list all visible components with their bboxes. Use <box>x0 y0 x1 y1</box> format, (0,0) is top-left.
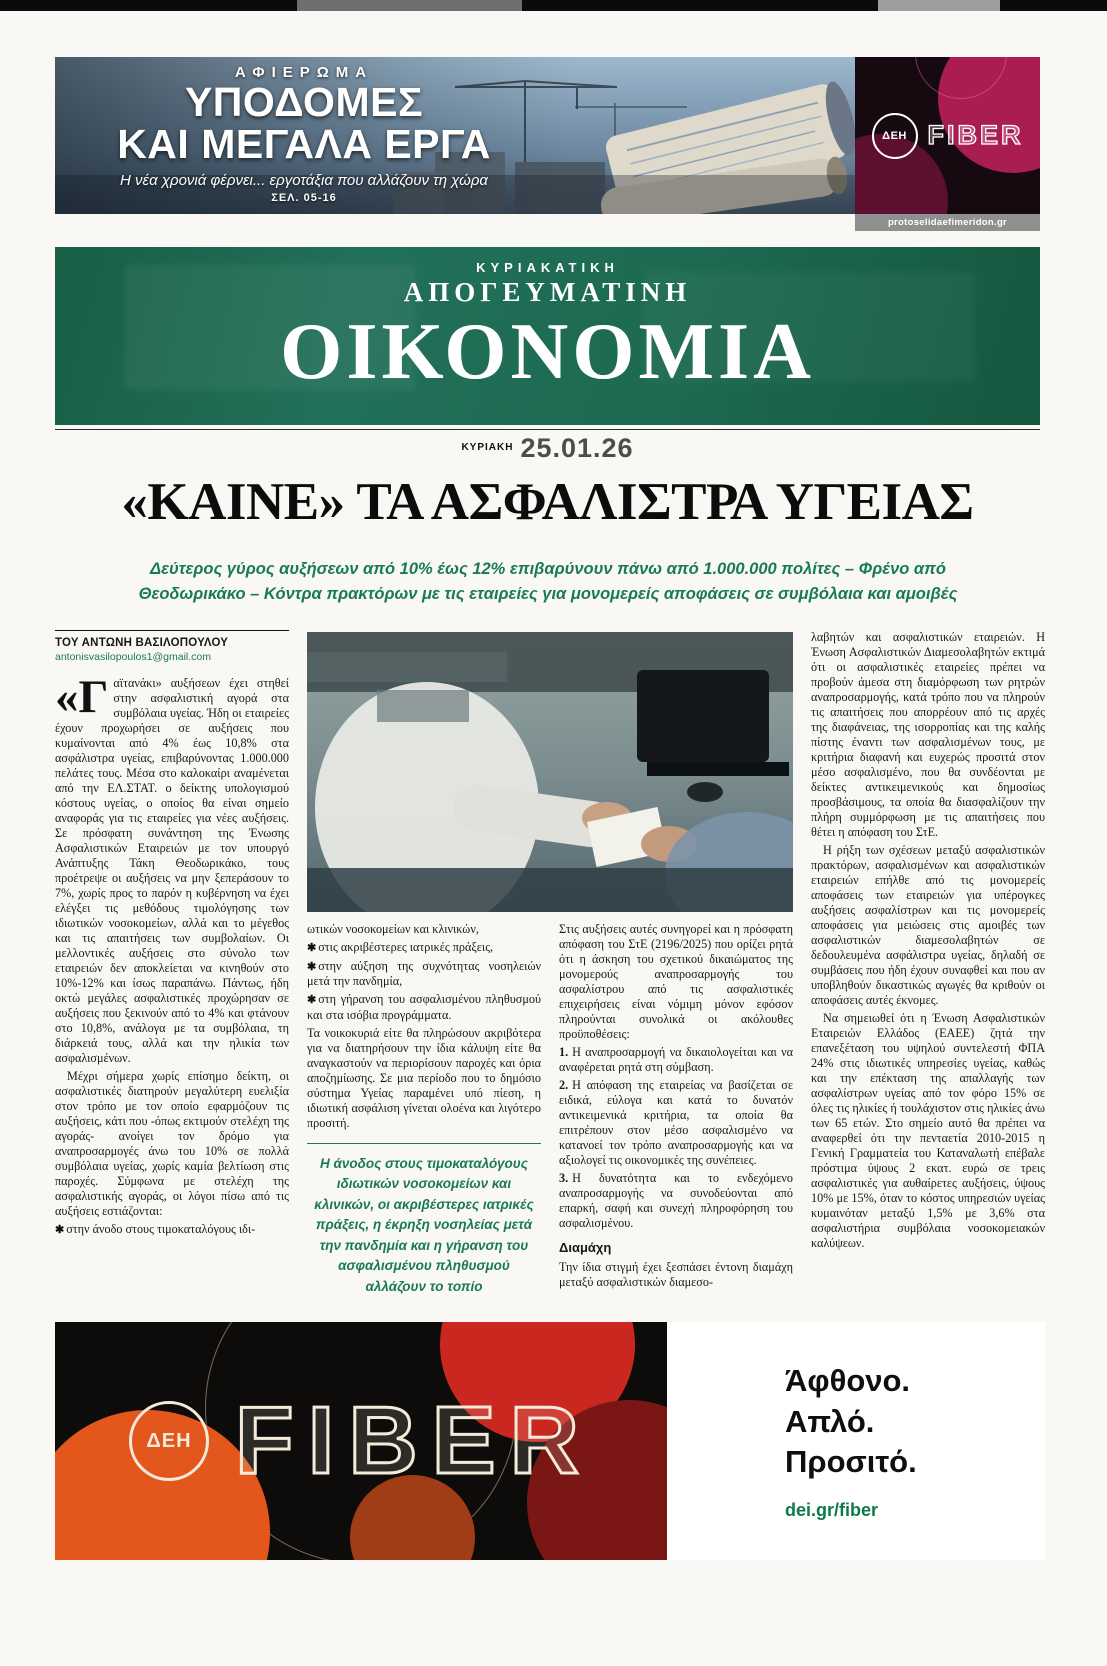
point-text: Η απόφαση της εταιρείας να βασίζεται σε ειδικά, εύλογα και κατά το δυνατόν αντικειμενικά κριτήρια, τα οποία θα επιτρέπουν στον μέσο ασφαλισμένο να κατανοεί τον τρόπο αναπροσαρμογής και να αξιολογεί τις οικονομικές της συνέπειες. <box>559 1078 793 1167</box>
dei-fiber-logo-row <box>55 1322 667 1560</box>
paragraph-text: αϊτανάκι» αυξήσεων έχει στηθεί στην ασφαλιστική αγορά στα συμβόλαια υγείας. Ήδη οι εταιρείες έχουν προχωρήσει σε αυξήσεις που κυμαίνονται από 4% έως 10,8% στα ασφάλιστρα υγείας, επιβαρύνοντας 1.000.000 πελάτες τους. Μέσα στο καλοκαίρι αναμένεται από την ΕΛ.ΣΤΑΤ. ο δείκτης υπολογισμού κόστους υγείας, ο οποίος θα είναι σημείο αναφοράς για τις εταιρείες για νέες αυξήσεις. Σε πρόσφατη συνάντηση της Ένωσης Ασφαλιστικών Εταιρειών με τον υπουργό Ανάπτυξης Τάκη Θεοδωρικάκο, τους προέτρεψε οι αυξήσεις να μην ξεπεράσουν το 7%, χωρίς προς το παρόν η κυβέρνηση να έχει ελέγξει τις μεθόδους τιμολόγησης των ιδιωτικών νοσοκομείων, αλλά και το μέγεθος και τις απαιτήσεις των συμβολαίων. Οι μελλοντικές αυξήσεις στο σύνολο των εταιρειών δεν αποκλείεται να κινηθούν στο 10%-12% και ίσως παραπάνω. Πάντως, ήδη οκτώ μεγάλες ασφαλιστικές προχώρησαν σε αυξήσεις που ξεκινούν από το 4% και φτάνουν στο 10,8%, ανάλογα με τα συμβόλαια, τη διάρκειά τους, αλλά και την ηλικία των ασφαλισμένων. <box>55 676 289 1066</box>
dei-fiber-logo-row <box>855 57 1040 214</box>
masthead-edition: ΚΥΡΙΑΚΑΤΙΚΗ <box>476 260 619 275</box>
feature-page-ref: ΣΕΛ. 05-16 <box>271 192 337 205</box>
bullet-text: στην άνοδο στους τιμοκαταλόγους ιδι- <box>66 1222 256 1237</box>
bullet-item <box>307 992 541 1023</box>
ad-slogan-line: Προσιτό. <box>785 1444 917 1480</box>
article-body <box>55 630 1045 1318</box>
ad-text-panel <box>667 1322 1045 1560</box>
article-paragraph: Την ίδια στιγμή έχει ξεσπάσει έντονη διαμάχη μεταξύ ασφαλιστικών διαμεσο- <box>559 1259 793 1289</box>
feature-kicker: ΑΦΙΕΡΩΜΑ <box>234 64 374 81</box>
pull-quote: Η άνοδος στους τιμοκαταλόγους ιδιωτικών νοσοκομείων και κλινικών, οι ακριβέστερες ιατρικές πράξεις, η έκρηξη νοσηλείας μετά την πανδημία και η γήρανση του ασφαλισμένου πληθυσμού αλλάζουν το τοπίο <box>307 1143 541 1298</box>
ad-slogan-line: Άφθονο. <box>785 1362 911 1398</box>
numbered-point <box>559 1171 793 1231</box>
page-top-scan-bar <box>0 0 1107 11</box>
dateline <box>55 429 1040 464</box>
dateline-date: 25.01.26 <box>520 433 634 463</box>
dei-logo-icon: ΔΕΗ <box>872 113 918 159</box>
bullet-text: στην αύξηση της συχνότητας νοσηλειών μετά την πανδημία, <box>307 958 541 989</box>
point-number: 1. <box>559 1045 569 1059</box>
feature-banner-text <box>69 64 539 204</box>
bullet-star-icon: ✱ <box>307 942 317 954</box>
fiber-wordmark: FIBER <box>235 1387 593 1494</box>
bullet-item <box>55 1222 289 1238</box>
masthead-paper-name: ΑΠΟΓΕΥΜΑΤΙΝΗ <box>403 277 692 307</box>
dei-logo-icon: ΔΕΗ <box>129 1401 209 1481</box>
bullet-item <box>307 959 541 990</box>
drop-cap: «Γ <box>55 671 109 724</box>
bullet-text: στη γήρανση του ασφαλισμένου πληθυσμού και στα ισόβια προγράμματα. <box>307 992 541 1022</box>
article-paragraph: ωτικών νοσοκομείων και κλινικών, <box>307 922 479 936</box>
dei-fiber-ad-top <box>855 57 1040 214</box>
point-text: Η αναπροσαρμογή να δικαιολογείται και να αναφέρεται ρητά στη σύμβαση. <box>559 1045 793 1074</box>
article-paragraph <box>55 671 289 1066</box>
article-paragraph: Τα νοικοκυριά είτε θα πληρώσουν ακριβότερα για να διατηρήσουν την ίδια κάλυψη είτε θα αναγκαστούν να περιορίσουν παροχές και όρια αποζημίωσης. Σε μια περίοδο που το δημόσιο σύστημα Υγείας παραμένει υπό πίεση, η ιδιωτική ασφάλιση γίνεται ολοένα και λιγότερο προσιτή. <box>307 1025 541 1130</box>
article-photo-illustration <box>307 632 793 912</box>
bullet-text: στις ακριβέστερες ιατρικές πράξεις, <box>318 940 494 954</box>
main-headline: «ΚΑΙΝΕ» ΤΑ ΑΣΦΑΛΙΣΤΡΑ ΥΓΕΙΑΣ <box>121 473 974 531</box>
article-column-1 <box>55 630 289 1318</box>
bullet-item <box>307 940 541 956</box>
feature-title-line1: ΥΠΟΔΟΜΕΣ <box>184 79 424 125</box>
bullet-star-icon: ✱ <box>307 960 317 973</box>
dei-fiber-ad-bottom <box>55 1322 1045 1560</box>
subheadline: Δεύτερος γύρος αυξήσεων από 10% έως 12% επιβαρύνουν πάνω από 1.000.000 πολίτες – Φρένο από Θεοδωρικάκο – Κόντρα πρακτόρων με τις εταιρείες για μονομερείς αποφάσεις σε συμβόλαια και αμοιβές <box>138 560 958 603</box>
byline-block <box>55 630 289 664</box>
byline-author: ΤΟΥ ΑΝΤΩΝΗ ΒΑΣΙΛΟΠΟΥΛΟΥ <box>55 637 229 649</box>
feature-banner <box>55 57 855 214</box>
masthead-section-title: ΟΙΚΟΝΟΜΙΑ <box>280 308 815 396</box>
numbered-point <box>559 1078 793 1168</box>
article-paragraph: Στις αυξήσεις αυτές συνηγορεί και η πρόσφατη απόφαση του ΣτΕ (2196/2025) που ορίζει ρητά ότι η άσκηση του σχετικού δικαιώματος της μονομερούς αναπροσαρμογής του ασφαλίστρου από τις ασφαλιστικές επιχειρήσεις είναι νόμιμη μόνον εφόσον πληρούνται συνολικά οι ακόλουθες προϋποθέσεις: <box>559 922 793 1041</box>
point-number: 2. <box>559 1078 569 1092</box>
section-subhead: Διαμάχη <box>559 1240 612 1255</box>
article-column-4 <box>811 630 1045 1318</box>
bullet-star-icon: ✱ <box>55 1224 65 1237</box>
scan-bar-segment <box>297 0 522 11</box>
ad-graphic-panel <box>55 1322 667 1560</box>
point-text: Η δυνατότητα και το ενδεχόμενο αναπροσαρμογής να συνοδεύονται από επαρκή, σαφή και συνεχή πληροφόρηση του ασφαλισμένου. <box>559 1171 793 1230</box>
ad-slogan-line: Απλό. <box>785 1403 875 1439</box>
article-paragraph: Να σημειωθεί ότι η Ένωση Ασφαλιστικών Εταιρειών Ελλάδος (ΕΑΕΕ) ζητά την επανεξέταση του υψηλού συντελεστή ΦΠΑ 24% στις ιδιωτικές υπηρεσίες υγείας, καθώς και την επέκταση της απαλλαγής των ασφαλίστρων υγείας από τον φόρο 15% σε όλες τις ηλικίες ή τουλάχιστον στις ηλικίες άνω των 65 ετών. Στο σημείο αυτό θα πρέπει να αναφερθεί ότι την πενταετία 2010-2015 η Γενική Γραμματεία του Καταναλωτή επέβαλε πρόστιμα ύψους 2 εκατ. ευρώ σε τρεις ασφαλιστικές για αυθαίρετες αυξήσεις, ύψους 10% με 15%, όταν το κόστος υπηρεσιών υγείας κυμαινόταν μεταξύ 1,5% με 3,6% στα ασφαλιστήρια συμβόλαια νοσοκομειακών καλύψεων. <box>811 1011 1045 1250</box>
feature-title-line2: ΚΑΙ ΜΕΓΑΛΑ ΕΡΓΑ <box>117 121 491 168</box>
dateline-day: ΚΥΡΙΑΚΗ <box>461 442 514 453</box>
feature-subtitle: Η νέα χρονιά φέρνει... εργοτάξια που αλλάζουν τη χώρα <box>120 172 488 190</box>
scan-bar-segment <box>878 0 1000 11</box>
article-paragraph: Η ρήξη των σχέσεων μεταξύ ασφαλιστικών πρακτόρων, ασφαλισμένων και ασφαλιστικών εταιρειών επήλθε από τις μονομερείς αποφάσεις των εταιρειών για υπέρογκες αυξήσεις ασφαλίστρων και τις μονομερείς αποφάσεις για μειώσεις στις αμοιβές των ασφαλιστικών διαμεσολαβητών σε δεδουλευμένα ασφάλιστρα υγείας, δηλαδή σε συμβάσεις που ήδη έχουν συναφθεί και που αν υποβληθούν δικαστικώς αγωγές θα κριθούν οι αποφάσεις αυτές έκνομες. <box>811 843 1045 1007</box>
article-paragraph: λαβητών και ασφαλιστικών εταιρειών. Η Ένωση Ασφαλιστικών Διαμεσολαβητών εκτιμά ότι οι ασφαλιστικές εταιρείες πρέπει να προβούν άμεσα στη διαμόρφωση των ρητρών αναπροσαρμογής, κατά τρόπο που να πληρούν τις απαιτήσεις που απορρέουν από τις αρχές της διαφάνειας, της ισορροπίας και της καλής πίστης έναντι των ασφαλισμένων τους, με κριτήρια διαφανή και ευχερώς προσιτά στον μέσο ασφαλισμένο, που θα συνδέονται με δείκτες αντικειμενικούς και δημοσίως προσβάσιμους, τα οποία θα διασφαλίζουν την πλήρη συμμόρφωση με τις απαιτήσεις που θέτει η απόφαση του ΣτΕ. <box>811 630 1045 839</box>
numbered-point <box>559 1045 793 1075</box>
masthead <box>55 247 1040 425</box>
bullet-star-icon: ✱ <box>307 994 317 1007</box>
point-number: 3. <box>559 1171 569 1185</box>
source-watermark: protoselidaefimeridon.gr <box>855 214 1040 231</box>
byline-email: antonisvasilopoulos1@gmail.com <box>55 651 211 664</box>
fiber-wordmark: FIBER <box>927 120 1024 150</box>
article-paragraph: Μέχρι σήμερα χωρίς επίσημο δείκτη, οι ασφαλιστικές διατηρούν μεγαλύτερη ευελιξία στον τρόπο με τον οποίο εφαρμόζουν τις αυξήσεις, κάτι που -όπως εκτιμούν στελέχη της αγοράς- ανοίγει τον δρόμο για αναπροσαρμογές άνω του 10% σε πολλά συμβόλαια υγείας, χωρίς καμία βελτίωση στις παροχές. Σύμφωνα με στελέχη της ασφαλιστικής αγοράς, οι λόγοι πίσω από τις αυξήσεις εστιάζονται: <box>55 1069 289 1219</box>
ad-url: dei.gr/fiber <box>785 1500 879 1521</box>
article-photo <box>307 632 793 912</box>
